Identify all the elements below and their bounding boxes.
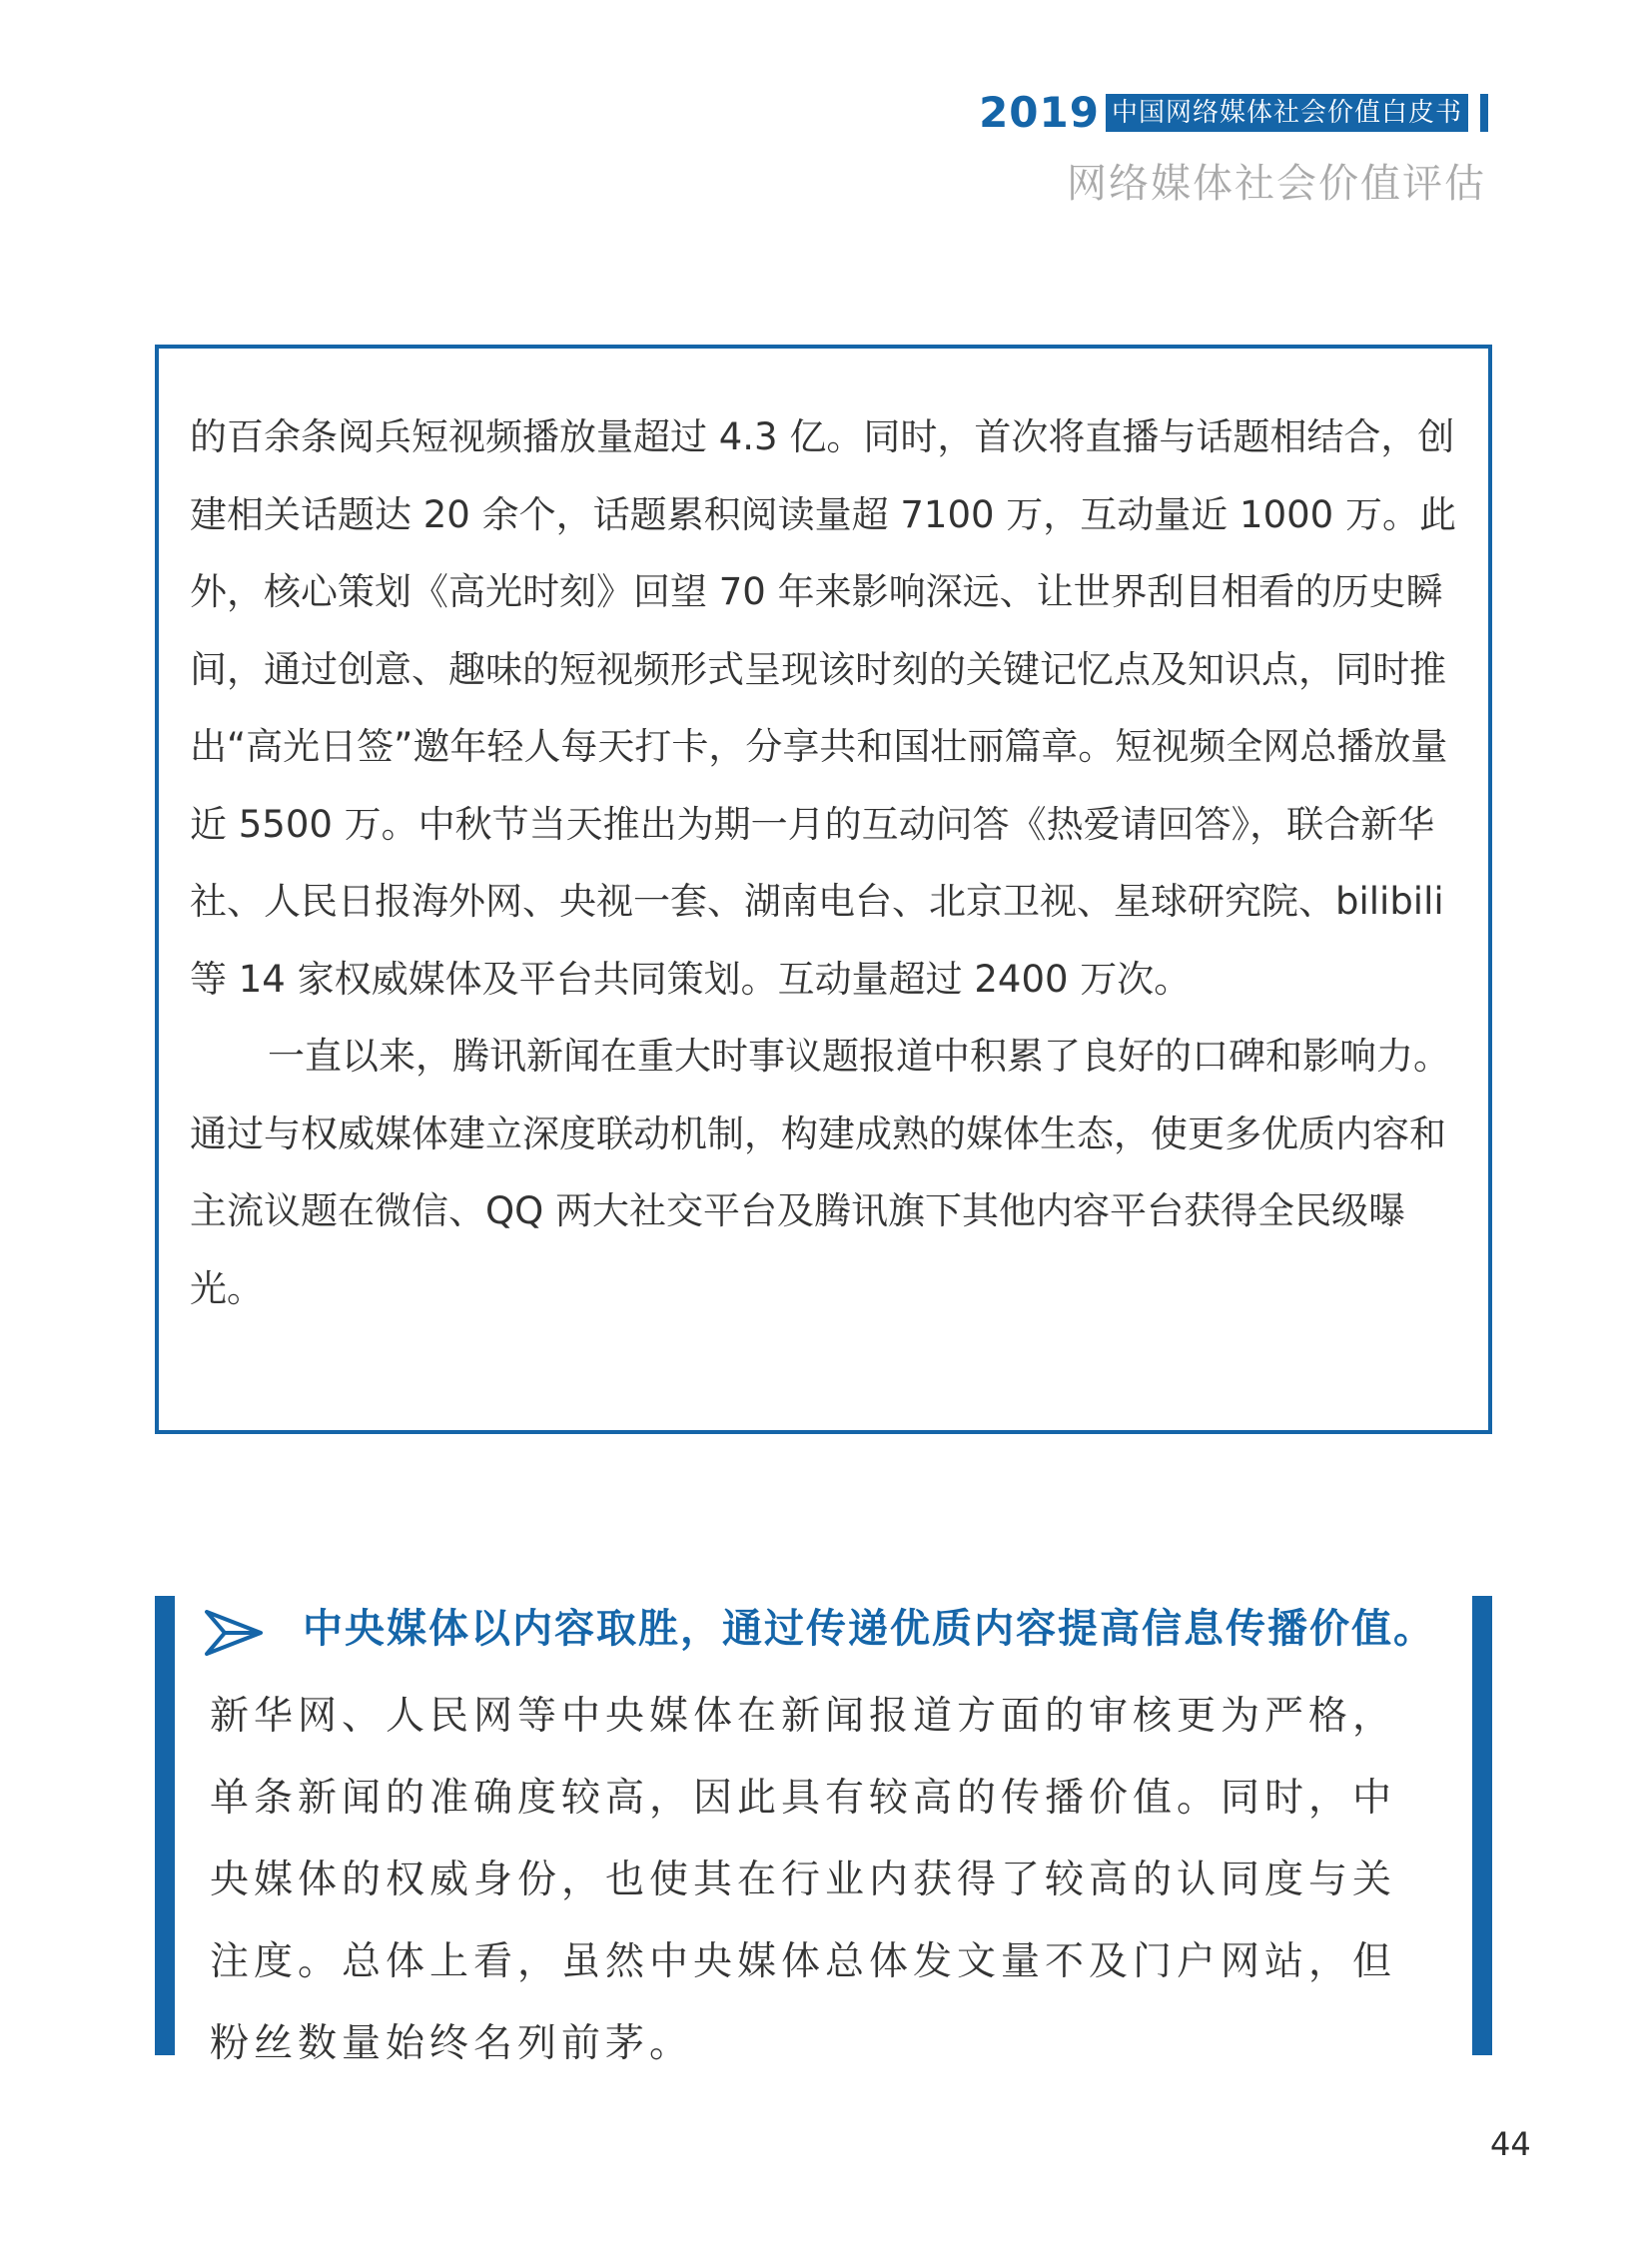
box-paragraph-1: 的百余条阅兵短视频播放量超过 4.3 亿。同时，首次将直播与话题相结合，创建相关话题达 20 余个，话题累积阅读量超 7100 万，互动量近 1000 万。此外，核心策划《高光时刻》回望 70 年来影响深远、让世界刮目相看的历史瞬间，通过创意、趣味的短视频形式呈现该时刻的关键记忆点及知识点，同时推出“高光日签”邀年轻人每天打卡，分享共和国壮丽篇章。短视频全网总播放量近 5500 万。中秋节当天推出为期一月的互动问答《热爱请回答》，联合新华社、人民日报海外网、央视一套、湖南电台、北京卫视、星球研究院、bilibili 等 14 家权威媒体及平台共同策划。互动量超过 2400 万次。 xyxy=(190,415,1456,1001)
page-number: 44 xyxy=(1490,2125,1531,2163)
callout-body: 新华网、人民网等中央媒体在新闻报道方面的审核更为严格，单条新闻的准确度较高，因此具有较高的传播价值。同时，中央媒体的权威身份，也使其在行业内获得了较高的认同度与关注度。总体上看，虽然中央媒体总体发文量不及门户网站，但粉丝数量始终名列前茅。 xyxy=(210,1694,1397,2066)
page-header xyxy=(979,88,1488,209)
box-paragraph-2: 一直以来，腾讯新闻在重大时事议题报道中积累了良好的口碑和影响力。通过与权威媒体建立深度联动机制，构建成熟的媒体生态，使更多优质内容和主流议题在微信、QQ 两大社交平台及腾讯旗下其他内容平台获得全民级曝光。 xyxy=(190,1035,1450,1310)
callout-right-bar xyxy=(1472,1596,1492,2055)
callout-left-bar xyxy=(155,1596,175,2055)
key-finding-callout xyxy=(155,1596,1492,2066)
header-accent-bar xyxy=(1480,94,1488,132)
header-year: 2019 xyxy=(979,88,1100,137)
case-study-text xyxy=(190,398,1473,1327)
case-study-box xyxy=(155,345,1492,1434)
header-series-title: 中国网络媒体社会价值白皮书 xyxy=(1106,94,1468,132)
arrow-right-icon xyxy=(205,1610,263,1656)
header-title-row xyxy=(979,88,1488,138)
header-section-title: 网络媒体社会价值评估 xyxy=(1067,161,1486,207)
callout-heading: 中央媒体以内容取胜，通过传递优质内容提高信息传播价值。 xyxy=(303,1606,1435,1652)
